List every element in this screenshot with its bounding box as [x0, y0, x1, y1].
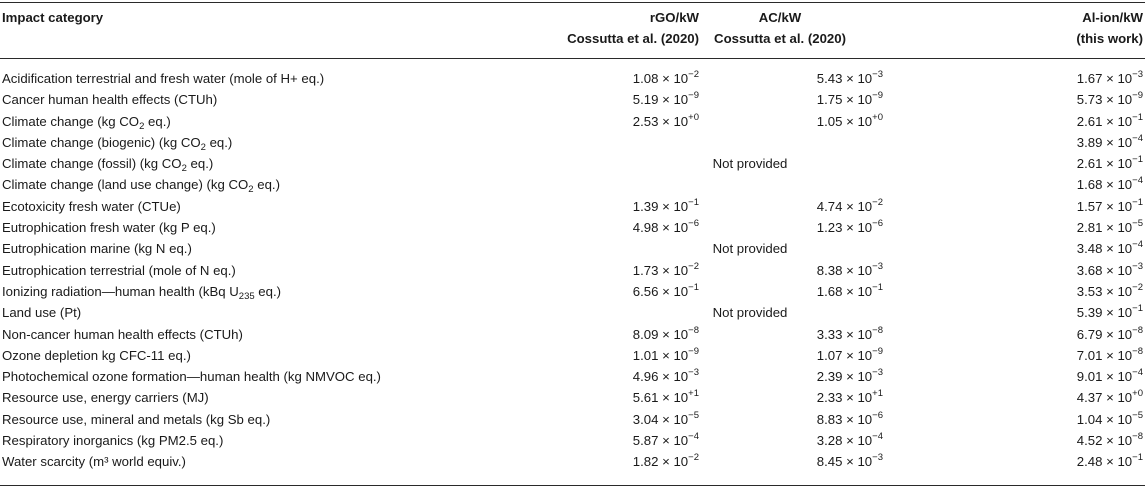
impact-category-cell	[2, 153, 213, 174]
rgo-value-cell	[633, 260, 699, 281]
table-row	[0, 409, 1145, 430]
category-label: Respiratory inorganics (kg PM2.5 eq.)	[2, 433, 224, 449]
value-exponent: −2	[688, 69, 699, 80]
rgo-value-cell	[633, 430, 699, 451]
al-ion-value-cell	[1077, 260, 1143, 281]
value-exponent: −8	[1132, 431, 1143, 443]
value-exponent: −3	[1132, 260, 1143, 272]
value-mantissa: 2.61 × 10	[1076, 113, 1133, 129]
impact-category-cell	[2, 387, 209, 408]
al-ion-value-cell	[1077, 345, 1143, 366]
value-mantissa: 2.39 × 10	[816, 369, 873, 385]
category-subscript: 2	[248, 184, 254, 196]
value-mantissa: 6.56 × 10	[632, 283, 689, 299]
category-label-suffix: eq.)	[144, 113, 171, 129]
category-label: Eutrophication terrestrial (mole of N eq.)	[2, 262, 236, 278]
rgo-value-cell	[633, 409, 699, 430]
table-row	[0, 196, 1145, 217]
category-label-suffix: eq.)	[205, 134, 233, 150]
category-label: Water scarcity (m³ world equiv.)	[2, 454, 186, 470]
value-mantissa: 1.73 × 10	[632, 262, 689, 278]
table-row	[0, 89, 1145, 110]
table-body	[0, 68, 1145, 473]
impact-category-cell	[2, 68, 324, 89]
value-mantissa: 3.04 × 10	[632, 411, 689, 427]
value-exponent: −4	[1132, 175, 1143, 187]
al-ion-value-cell	[1077, 238, 1143, 259]
value-mantissa: 4.37 × 10	[1076, 390, 1133, 406]
value-mantissa: 2.53 × 10	[632, 113, 689, 129]
impact-category-cell	[2, 409, 270, 430]
value-mantissa: 5.19 × 10	[632, 92, 689, 108]
value-exponent: −1	[1132, 154, 1143, 166]
value-mantissa: 1.07 × 10	[816, 347, 873, 363]
al-ion-value-cell	[1077, 430, 1143, 451]
value-exponent: +0	[872, 111, 883, 123]
value-exponent: −5	[1132, 218, 1143, 230]
al-ion-value-cell	[1077, 387, 1143, 408]
value-mantissa: 3.48 × 10	[1076, 241, 1133, 257]
value-mantissa: 1.08 × 10	[632, 71, 689, 86]
ac-value-cell	[817, 196, 883, 217]
table-row	[0, 153, 1145, 174]
al-ion-value-cell	[1077, 68, 1143, 89]
table-row	[0, 324, 1145, 345]
value-mantissa: 1.68 × 10	[816, 283, 873, 299]
impact-category-cell	[2, 281, 281, 302]
value-exponent: +1	[872, 388, 883, 400]
ac-value-cell	[817, 260, 883, 281]
value-exponent: −5	[1132, 409, 1143, 421]
header-impact-category: Impact category	[2, 10, 104, 25]
value-exponent: −3	[872, 260, 883, 272]
table-row	[0, 174, 1145, 195]
value-exponent: −5	[688, 409, 699, 421]
value-mantissa: 5.61 × 10	[632, 390, 689, 406]
al-ion-value-cell	[1077, 89, 1143, 110]
impact-category-cell	[2, 260, 236, 281]
table-row	[0, 451, 1145, 472]
value-mantissa: 8.83 × 10	[816, 411, 873, 427]
value-exponent: −9	[872, 345, 883, 357]
category-label: Land use (Pt)	[2, 305, 82, 321]
ac-value-cell	[817, 324, 883, 345]
category-label: Climate change (kg CO	[2, 113, 140, 129]
table-row	[0, 430, 1145, 451]
rgo-value-cell	[633, 111, 699, 132]
ac-value-cell	[817, 366, 883, 387]
value-mantissa: 1.23 × 10	[816, 220, 873, 236]
al-ion-value-cell	[1077, 111, 1143, 132]
al-ion-value-cell	[1077, 281, 1143, 302]
category-label: Photochemical ozone formation—human health (kg NMVOC eq.)	[2, 369, 381, 385]
value-mantissa: 2.61 × 10	[1076, 156, 1133, 172]
rgo-value-cell	[633, 387, 699, 408]
table-row	[0, 111, 1145, 132]
value-mantissa: 5.87 × 10	[632, 433, 689, 449]
table-header-rule	[0, 58, 1145, 59]
ac-value-cell	[817, 345, 883, 366]
value-mantissa: 7.01 × 10	[1076, 347, 1133, 363]
impact-category-cell	[2, 324, 243, 345]
al-ion-value-cell	[1077, 132, 1143, 153]
category-label-suffix: eq.)	[253, 177, 280, 193]
table-row	[0, 366, 1145, 387]
value-exponent: −1	[1132, 196, 1143, 208]
value-exponent: +0	[1132, 388, 1143, 400]
value-exponent: −1	[1132, 303, 1143, 315]
value-exponent: −4	[872, 431, 883, 443]
value-exponent: −2	[1132, 281, 1143, 293]
value-mantissa: 4.52 × 10	[1076, 433, 1133, 449]
value-mantissa: 5.39 × 10	[1076, 305, 1133, 321]
value-mantissa: 1.68 × 10	[1076, 177, 1133, 193]
ac-value-cell	[817, 409, 883, 430]
impact-category-cell	[2, 238, 192, 259]
value-exponent: −8	[1132, 345, 1143, 357]
al-ion-value-cell	[1077, 153, 1143, 174]
header-al-ion: Al-ion/kW (this work)	[1076, 10, 1143, 46]
rgo-value-cell	[633, 324, 699, 345]
value-mantissa: 6.79 × 10	[1076, 326, 1133, 342]
rgo-value-cell	[633, 89, 699, 110]
rgo-value-cell	[633, 281, 699, 302]
category-label: Resource use, mineral and metals (kg Sb eq.)	[2, 411, 271, 427]
value-exponent: −6	[872, 409, 883, 421]
value-mantissa: 3.28 × 10	[816, 433, 873, 449]
category-label: Acidification terrestrial and fresh water (mole of H+ eq.)	[2, 71, 325, 86]
table-header	[0, 2, 1145, 58]
value-mantissa: 2.81 × 10	[1076, 220, 1133, 236]
category-subscript: 2	[200, 141, 206, 153]
header-rgo: rGO/kW Cossutta et al. (2020)	[567, 10, 699, 46]
impact-category-cell	[2, 111, 171, 132]
value-exponent: −3	[872, 367, 883, 379]
value-mantissa: 1.67 × 10	[1076, 71, 1133, 86]
table-row	[0, 281, 1145, 302]
value-mantissa: 1.05 × 10	[816, 113, 873, 129]
value-exponent: −4	[688, 431, 699, 443]
category-label: Ozone depletion kg CFC-11 eq.)	[2, 347, 191, 363]
not-provided-cell: Not provided	[712, 305, 788, 321]
table-row	[0, 132, 1145, 153]
table-row	[0, 345, 1145, 366]
value-exponent: −8	[872, 324, 883, 336]
table-bottom-rule	[0, 485, 1145, 486]
al-ion-value-cell	[1077, 451, 1143, 472]
value-exponent: −2	[688, 452, 699, 464]
value-exponent: −1	[1132, 111, 1143, 123]
impact-category-cell	[2, 451, 186, 472]
value-mantissa: 4.98 × 10	[632, 220, 689, 236]
value-mantissa: 1.57 × 10	[1076, 198, 1133, 214]
value-mantissa: 2.33 × 10	[816, 390, 873, 406]
value-exponent: −9	[688, 90, 699, 102]
value-exponent: −6	[872, 218, 883, 230]
value-exponent: −8	[1132, 324, 1143, 336]
value-exponent: −9	[688, 345, 699, 357]
ac-value-cell	[817, 281, 883, 302]
al-ion-value-cell	[1077, 302, 1143, 323]
value-exponent: −1	[1132, 452, 1143, 464]
header-ac: AC/kW Cossutta et al. (2020)	[714, 10, 846, 46]
category-label: Cancer human health effects (CTUh)	[2, 92, 218, 108]
value-exponent: −1	[872, 281, 883, 293]
category-label: Ecotoxicity fresh water (CTUe)	[2, 198, 181, 214]
value-mantissa: 8.38 × 10	[816, 262, 873, 278]
value-mantissa: 5.43 × 10	[816, 71, 873, 86]
category-label: Climate change (land use change) (kg CO	[2, 177, 249, 193]
value-exponent: −9	[872, 90, 883, 102]
value-mantissa: 3.53 × 10	[1076, 283, 1133, 299]
category-subscript: 2	[181, 163, 187, 175]
ac-value-cell	[817, 111, 883, 132]
category-label-suffix: eq.)	[254, 283, 282, 299]
al-ion-value-cell	[1077, 366, 1143, 387]
ac-value-cell	[817, 430, 883, 451]
value-mantissa: 1.82 × 10	[632, 454, 689, 470]
ac-value-cell	[817, 387, 883, 408]
table-row	[0, 387, 1145, 408]
impact-category-cell	[2, 302, 81, 323]
value-mantissa: 1.04 × 10	[1076, 411, 1133, 427]
value-exponent: −6	[688, 218, 699, 230]
value-exponent: −3	[872, 69, 883, 80]
category-label: Ionizing radiation—human health (kBq U	[2, 283, 239, 299]
rgo-value-cell	[633, 345, 699, 366]
value-mantissa: 4.74 × 10	[816, 198, 873, 214]
impact-category-cell	[2, 345, 191, 366]
value-exponent: −1	[688, 196, 699, 208]
category-label: Non-cancer human health effects (CTUh)	[2, 326, 243, 342]
ac-value-cell	[817, 68, 883, 89]
value-mantissa: 2.48 × 10	[1076, 454, 1133, 470]
category-label: Resource use, energy carriers (MJ)	[2, 390, 209, 406]
value-mantissa: 1.39 × 10	[632, 198, 689, 214]
value-mantissa: 5.73 × 10	[1076, 92, 1133, 108]
category-label: Climate change (biogenic) (kg CO	[2, 134, 201, 150]
value-exponent: −3	[688, 367, 699, 379]
table-row	[0, 260, 1145, 281]
table-row	[0, 238, 1145, 259]
table-row	[0, 68, 1145, 89]
value-exponent: +0	[688, 111, 699, 123]
al-ion-value-cell	[1077, 174, 1143, 195]
value-exponent: −4	[1132, 367, 1143, 379]
value-mantissa: 3.68 × 10	[1076, 262, 1133, 278]
table-row	[0, 217, 1145, 238]
value-mantissa: 1.01 × 10	[632, 347, 689, 363]
ac-value-cell	[817, 451, 883, 472]
rgo-value-cell	[633, 451, 699, 472]
category-subscript: 2	[139, 120, 145, 132]
impact-category-cell	[2, 89, 217, 110]
value-mantissa: 8.45 × 10	[816, 454, 873, 470]
rgo-value-cell	[633, 217, 699, 238]
ac-value-cell	[817, 217, 883, 238]
category-label: Eutrophication fresh water (kg P eq.)	[2, 220, 216, 236]
category-label-suffix: eq.)	[186, 156, 214, 172]
impact-category-cell	[2, 174, 280, 195]
category-subscript: 235	[238, 290, 255, 302]
ac-value-cell	[817, 89, 883, 110]
value-exponent: −9	[1132, 90, 1143, 102]
not-provided-cell: Not provided	[712, 156, 788, 172]
value-exponent: −3	[1132, 69, 1143, 80]
impact-category-cell	[2, 366, 381, 387]
rgo-value-cell	[633, 68, 699, 89]
al-ion-value-cell	[1077, 217, 1143, 238]
value-exponent: −2	[872, 196, 883, 208]
value-mantissa: 8.09 × 10	[632, 326, 689, 342]
value-mantissa: 3.33 × 10	[816, 326, 873, 342]
value-exponent: −3	[872, 452, 883, 464]
value-exponent: −1	[688, 281, 699, 293]
category-label: Climate change (fossil) (kg CO	[2, 156, 182, 172]
table-row	[0, 302, 1145, 323]
value-mantissa: 9.01 × 10	[1076, 369, 1133, 385]
not-provided-cell: Not provided	[712, 241, 788, 257]
category-label: Eutrophication marine (kg N eq.)	[2, 241, 192, 257]
al-ion-value-cell	[1077, 324, 1143, 345]
value-mantissa: 3.89 × 10	[1076, 134, 1133, 150]
value-mantissa: 4.96 × 10	[632, 369, 689, 385]
rgo-value-cell	[633, 366, 699, 387]
impact-category-cell	[2, 196, 181, 217]
impact-category-cell	[2, 132, 232, 153]
impact-category-cell	[2, 430, 223, 451]
value-exponent: −2	[688, 260, 699, 272]
value-exponent: +1	[688, 388, 699, 400]
impact-category-cell	[2, 217, 216, 238]
value-exponent: −4	[1132, 132, 1143, 144]
value-exponent: −8	[688, 324, 699, 336]
value-exponent: −4	[1132, 239, 1143, 251]
al-ion-value-cell	[1077, 196, 1143, 217]
value-mantissa: 1.75 × 10	[816, 92, 873, 108]
rgo-value-cell	[633, 196, 699, 217]
al-ion-value-cell	[1077, 409, 1143, 430]
